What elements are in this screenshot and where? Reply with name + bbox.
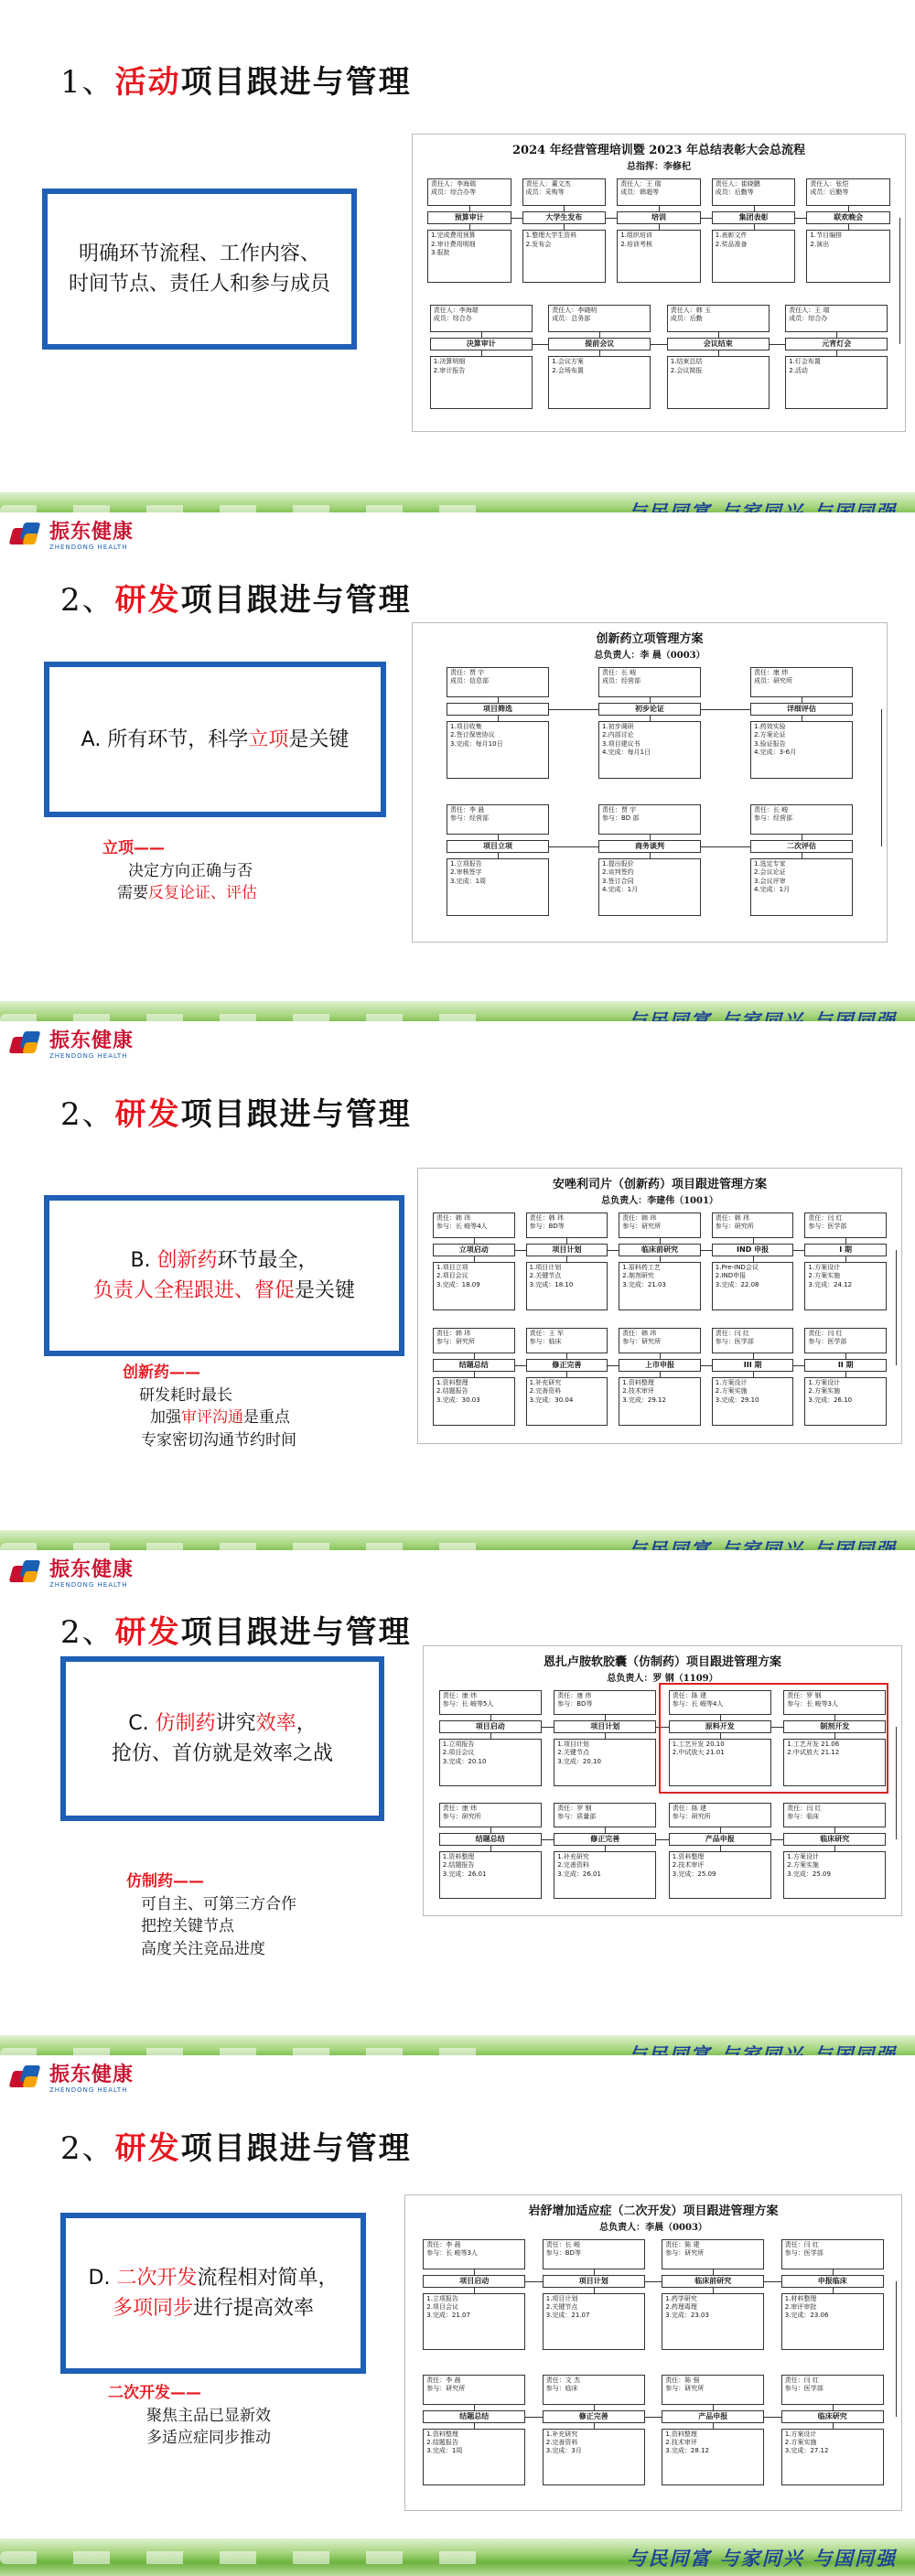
stage-box: 大学生发布 [522, 211, 607, 224]
responsible-box: 责任：长 峻 参与：经营部 [750, 804, 853, 835]
task-box: 1.初步调研 2.内部讨论 3.项目建议书 4.完成：每月1日 [598, 721, 701, 779]
connector-line [834, 1846, 835, 1851]
connector-line [845, 1256, 846, 1262]
brand-logo: 振东健康 ZHENDONG HEALTH [11, 2061, 134, 2097]
stage-box: 项目计划 [554, 1720, 656, 1733]
responsible-box: 责任人：董文杰 成员：采购等 [522, 178, 607, 206]
connector-line [659, 224, 660, 230]
connector-line [542, 1727, 554, 1728]
responsible-box: 责任：陈 建 参与：长 峻等4人 [669, 1690, 771, 1715]
connector-line [660, 1372, 661, 1377]
connector-line [660, 1238, 661, 1244]
note-text: 仿制药—— 可自主、可第三方合作 把控关键节点 高度关注竞品进度 [126, 1872, 296, 1958]
connector-line [896, 1250, 897, 1365]
connector-line [660, 1353, 661, 1359]
connector-line [549, 709, 598, 710]
connector-line [713, 2423, 714, 2429]
responsible-box: 责任：闫 红 参与：医学部 [804, 1213, 887, 1238]
connector-line [848, 224, 849, 230]
connector-line [599, 350, 600, 356]
connector-line [833, 2288, 834, 2293]
task-box: 1.方案设计 2.方案实施 3.完成：25.09 [783, 1851, 886, 1899]
connector-line [474, 2405, 475, 2410]
diagram-subtitle: 总指挥：李修杞 [627, 162, 691, 172]
connector-line [650, 835, 651, 840]
stage-box: 修正完善 [526, 1359, 608, 1372]
responsible-box: 责任人：张恺 成员：后勤等 [806, 178, 890, 206]
brand-logo: 振东健康 ZHENDONG HEALTH [11, 518, 134, 555]
logo-icon [11, 1031, 44, 1059]
task-box: 1.表彰文件 2.奖品准备 [712, 230, 796, 283]
connector-line [564, 224, 565, 230]
task-box: 1.资料整理 2.技术审评 3.完成：29.12 [619, 1377, 701, 1426]
connector-line [490, 1827, 491, 1833]
responsible-box: 责任：李 晨 参与：研究所 [423, 2375, 525, 2405]
stage-box: 初步论证 [598, 703, 701, 716]
connector-line [490, 1715, 491, 1720]
connector-line [770, 344, 786, 345]
connector-line [701, 218, 712, 219]
diagram-subtitle: 总负责人：李晨（0003） [599, 2223, 707, 2233]
task-box: 1.材料整理 2.审评审批 3.完成：23.06 [781, 2293, 884, 2350]
connector-line [608, 1250, 619, 1251]
task-box: 1.项目收集 2.签订保密协议 3.完成：每月10日 [447, 721, 549, 779]
stage-box: I 期 [804, 1244, 887, 1256]
connector-line [594, 2405, 595, 2410]
connector-line [650, 853, 651, 858]
stage-box: 项目立项 [447, 840, 549, 853]
connector-line [660, 1256, 661, 1262]
responsible-box: 责任：韩 玮 参与：研究所 [619, 1213, 701, 1238]
stage-box: 提前会议 [548, 338, 651, 350]
connector-line [474, 1238, 475, 1244]
logo-icon [11, 523, 44, 550]
connector-line [771, 1839, 784, 1840]
connector-line [896, 2281, 897, 2417]
task-box: 1.整理大学生资料 2.发布会 [522, 230, 607, 283]
responsible-box: 责任：康 炜 成员：研究所 [750, 667, 853, 697]
responsible-box: 责任：康 炜 参与：研究所 [439, 1803, 542, 1827]
callout-box: D. 二次开发流程相对简单， 多项同步进行提高效率 [60, 2213, 366, 2374]
task-box: 1.方案设计 2.方案实施 3.完成：24.12 [804, 1262, 887, 1310]
task-box: 1.资料整理 2.技术审评 3.完成：28.12 [662, 2429, 764, 2485]
connector-line [718, 350, 719, 356]
task-box: 1.项目计划 2.关键节点 3.完成：20.10 [554, 1739, 656, 1786]
connector-line [713, 2405, 714, 2410]
responsible-box: 责任人：李晓明 成员：总务部 [548, 305, 651, 332]
responsible-box: 责任：李 晨 参与：经营部 [447, 804, 549, 835]
responsible-box: 责任：康 炜 参与：长 峻等5人 [439, 1690, 542, 1715]
flow-diagram [423, 1645, 902, 1916]
task-box: 1.药效实验 2.方案论证 3.验证报告 4.完成：3-6月 [750, 721, 853, 779]
connector-line [515, 1250, 526, 1251]
connector-line [650, 697, 651, 703]
responsible-box: 责任：陈 建 参与：研究所 [669, 1803, 771, 1827]
task-box: 1.决算明细 2.审计报告 [430, 356, 533, 409]
connector-line [718, 332, 719, 338]
connector-line [834, 1827, 835, 1833]
responsible-box: 责任：韩 玮 参与：研究所 [433, 1328, 515, 1353]
responsible-box: 责任：贾 宇 成员：信息部 [447, 667, 549, 697]
responsible-box: 责任：韩 玮 参与：长 峻等4人 [433, 1213, 515, 1238]
connector-line [474, 2423, 475, 2429]
connector-line [533, 344, 549, 345]
connector-line [713, 2288, 714, 2293]
connector-line [645, 2281, 662, 2282]
task-box: 1.立项报告 2.项目会议 3.完成：21.07 [423, 2293, 525, 2350]
connector-line [605, 1733, 606, 1739]
task-box: 1.工艺开发 21.06 2.中试放大 21.12 [783, 1739, 886, 1786]
responsible-box: 责任：陈 建 参与：研究所 [662, 2239, 764, 2269]
slide-title: 1、活动项目跟进与管理 [60, 64, 412, 101]
connector-line [651, 344, 667, 345]
connector-line [753, 1372, 754, 1377]
stage-box: 商务谈判 [598, 840, 701, 853]
diagram-title: 2024 年经营管理培训暨 2023 年总结表彰大会总流程 [512, 144, 805, 157]
task-box: 1.工艺开发 20.10 2.中试放大 21.01 [669, 1739, 771, 1786]
responsible-box: 责任：闫 红 参与：医学部 [804, 1328, 887, 1353]
responsible-box: 责任：贾 宇 参与：BD 部 [598, 804, 701, 835]
stage-box: 临床前研究 [662, 2275, 764, 2288]
connector-line [836, 350, 837, 356]
task-box: 1.原料药工艺 2.制剂研究 3.完成：21.03 [619, 1262, 701, 1310]
callout-box: 明确环节流程、工作内容、 时间节点、责任人和参与成员 [42, 189, 357, 350]
stage-box: 临床研究 [781, 2410, 884, 2423]
connector-line [490, 1733, 491, 1739]
stage-box: 详细评估 [750, 703, 853, 716]
brand-logo: 振东健康 ZHENDONG HEALTH [11, 1027, 134, 1063]
task-box: 1.资料整理 2.技术审评 3.完成：25.09 [669, 1851, 771, 1899]
task-box: 1.结束总结 2.会议简报 [667, 356, 770, 409]
task-box: 1.会议方案 2.会场布置 [548, 356, 651, 409]
connector-line [481, 350, 482, 356]
diagram-subtitle: 总负责人：李 晨（0003） [594, 651, 705, 661]
connector-line [848, 206, 849, 211]
connector-line [566, 1256, 567, 1262]
task-box: 1.节目编排 2.演出 [806, 230, 890, 283]
stage-box: 修正完善 [554, 1833, 656, 1846]
responsible-box: 责任：韩 玮 参与：研究所 [712, 1213, 794, 1238]
responsible-box: 责任人：李海瑞 成员：综合办 [430, 305, 533, 332]
connector-line [490, 1846, 491, 1851]
connector-line [845, 1353, 846, 1359]
task-box: 1.方案设计 2.方案实施 3.完成：26.10 [804, 1377, 887, 1426]
responsible-box: 责任：闫 红 参与：医学部 [781, 2239, 884, 2269]
connector-line [720, 1827, 721, 1833]
stage-box: 临床前研究 [619, 1244, 701, 1256]
connector-line [795, 218, 806, 219]
stage-box: 制剂开发 [783, 1720, 886, 1733]
stage-box: 修正完善 [543, 2410, 645, 2423]
task-box: 1.补充研究 2.完善资料 3.完成：30.04 [526, 1377, 608, 1426]
task-box: 1.资料整理 2.结题报告 3.完成：1周 [423, 2429, 525, 2485]
connector-line [474, 2269, 475, 2275]
connector-line [701, 1365, 712, 1366]
connector-line [833, 2405, 834, 2410]
connector-line [474, 2288, 475, 2293]
slide-title: 2、研发项目跟进与管理 [60, 2130, 412, 2167]
highlight-frame [659, 1683, 888, 1794]
task-box: 1.方案设计 2.方案实施 3.完成：27.12 [781, 2429, 884, 2485]
task-box: 1.项目立项 2.项目会议 3.完成：18.09 [433, 1262, 515, 1310]
connector-line [836, 332, 837, 338]
connector-line [606, 218, 617, 219]
stage-box: 申报临床 [781, 2275, 884, 2288]
responsible-box: 责任：长 峻 参与：BD等 [543, 2239, 645, 2269]
flow-diagram [412, 134, 906, 432]
diagram-subtitle: 总负责人：李建伟（1001） [601, 1196, 718, 1206]
stage-box: 结题总结 [439, 1833, 542, 1846]
responsible-box: 责任人：王 瑞 成员：韩超等 [617, 178, 701, 206]
connector-line [713, 2269, 714, 2275]
connector-line [498, 853, 499, 858]
task-box: 1.Pre-IND会议 2.IND申报 3.完成：22.08 [712, 1262, 794, 1310]
connector-line [566, 1353, 567, 1359]
task-box: 1.补充研究 2.完善资料 3.完成：26.01 [554, 1851, 656, 1899]
connector-line [498, 716, 499, 721]
responsible-box: 责任：长 峻 成员：经营部 [598, 667, 701, 697]
connector-line [605, 1827, 606, 1833]
connector-line [525, 2281, 543, 2282]
diagram-title: 创新药立项管理方案 [596, 632, 704, 646]
stage-box: 项目启动 [439, 1720, 542, 1733]
responsible-box: 责任：李 晨 参与：长 峻等3人 [423, 2239, 525, 2269]
stage-box: 集团表彰 [712, 211, 796, 224]
connector-line [833, 2423, 834, 2429]
responsible-box: 责任：闫 红 参与：临床 [783, 1803, 886, 1827]
connector-line [899, 218, 900, 344]
diagram-title: 岩舒增加适应症（二次开发）项目跟进管理方案 [528, 2204, 779, 2218]
connector-line [566, 1238, 567, 1244]
stage-box: 项目计划 [526, 1244, 608, 1256]
slide-rd-d [0, 2055, 915, 2557]
connector-line [793, 1365, 804, 1366]
connector-line [542, 1839, 554, 1840]
diagram-subtitle: 总负责人：罗 钢（1109） [607, 1674, 718, 1684]
logo-icon [11, 2065, 44, 2093]
note-text: 创新药—— 研发耗时最长 加强审评沟通是重点 专家密切沟通节约时间 [123, 1363, 296, 1450]
flow-diagram [404, 2194, 902, 2511]
responsible-box: 责任：罗 钢 参与：长 峻等3人 [783, 1690, 886, 1715]
connector-line [896, 1727, 897, 1839]
stage-box: 立项启动 [433, 1244, 515, 1256]
stage-box: 项目筛选 [447, 703, 549, 716]
connector-line [594, 2423, 595, 2429]
connector-line [701, 709, 750, 710]
connector-line [845, 1372, 846, 1377]
task-box: 1.项目计划 2.关键节点 3.完成：18.10 [526, 1262, 608, 1310]
task-box: 1.选定专家 2.会议论证 3.会议评审 4.完成：1月 [750, 858, 853, 916]
connector-line [754, 206, 755, 211]
stage-box: 原料开发 [669, 1720, 771, 1733]
connector-line [594, 2269, 595, 2275]
task-box: 1.补充研究 2.完善资料 3.完成：3月 [543, 2429, 645, 2485]
stage-box: 元宵灯会 [785, 338, 888, 350]
connector-line [498, 697, 499, 703]
connector-line [753, 1238, 754, 1244]
responsible-box: 责任：韩 玮 参与：研究所 [619, 1328, 701, 1353]
slide-title: 2、研发项目跟进与管理 [60, 1614, 412, 1651]
stage-box: 项目启动 [423, 2275, 525, 2288]
connector-line [753, 1256, 754, 1262]
connector-line [764, 2281, 781, 2282]
slide-rd-c [0, 1550, 915, 2041]
connector-line [515, 1365, 526, 1366]
connector-line [701, 846, 750, 847]
connector-line [793, 1250, 804, 1251]
connector-line [469, 206, 470, 211]
connector-line [474, 1372, 475, 1377]
stage-box: 产品申报 [662, 2410, 764, 2423]
connector-line [701, 1250, 712, 1251]
connector-line [605, 1715, 606, 1720]
slide-title: 2、研发项目跟进与管理 [60, 582, 412, 619]
task-box: 1.项目计划 2.关键节点 3.完成：21.07 [543, 2293, 645, 2350]
connector-line [474, 1353, 475, 1359]
task-box: 1.资料整理 2.结题报告 3.完成：26.01 [439, 1851, 542, 1899]
task-box: 1.方案设计 2.方案实施 3.完成：29.10 [712, 1377, 794, 1426]
connector-line [605, 1846, 606, 1851]
responsible-box: 责任：罗 钢 参与：质量部 [554, 1803, 656, 1827]
connector-line [656, 1839, 669, 1840]
stage-box: 临床研究 [783, 1833, 886, 1846]
stage-box: 项目计划 [543, 2275, 645, 2288]
stage-box: 结题总结 [433, 1359, 515, 1372]
callout-box: C. 仿制药讲究效率， 抢仿、首仿就是效率之战 [60, 1656, 384, 1821]
connector-line [833, 2269, 834, 2275]
connector-line [608, 1365, 619, 1366]
responsible-box: 责任人：王 瑞 成员：综合办 [785, 305, 888, 332]
connector-line [645, 2417, 662, 2418]
task-box: 1.灯会布置 2.活动 [785, 356, 888, 409]
connector-line [659, 206, 660, 211]
connector-line [566, 1372, 567, 1377]
note-text: 二次开发—— 聚焦主品已显新效 多适应症同步推动 [108, 2384, 271, 2448]
responsible-box: 责任：王 军 参与：临床 [526, 1328, 608, 1353]
callout-box: B. 创新药环节最全， 负责人全程跟进、督促是关键 [44, 1195, 404, 1356]
stage-box: 会议结束 [667, 338, 770, 350]
diagram-title: 安唑利司片（创新药）项目跟进管理方案 [552, 1178, 767, 1191]
task-box: 1.药学研究 2.药理毒理 3.完成：23.03 [662, 2293, 764, 2350]
flow-diagram [412, 622, 888, 943]
connector-line [525, 2417, 543, 2418]
stage-box: 上市申报 [619, 1359, 701, 1372]
connector-line [845, 1238, 846, 1244]
connector-line [650, 716, 651, 721]
connector-line [549, 846, 598, 847]
brand-logo: 振东健康 ZHENDONG HEALTH [11, 1556, 134, 1592]
responsible-box: 责任：韩 玮 参与：BD等 [526, 1213, 608, 1238]
note-text: 立项—— 决定方向正确与否 需要反复论证、评估 [102, 839, 257, 903]
stage-box: II 期 [804, 1359, 887, 1372]
connector-line [720, 1846, 721, 1851]
responsible-box: 责任人：崔晓鹏 成员：后勤等 [712, 178, 796, 206]
stage-box: III 期 [712, 1359, 794, 1372]
connector-line [498, 835, 499, 840]
callout-box: A. 所有环节，科学立项是关键 [44, 662, 386, 817]
task-box: 1.完成费用预算 2.审计费用明细 3.报批 [427, 230, 511, 283]
connector-line [599, 332, 600, 338]
stage-box: 决算审计 [430, 338, 533, 350]
task-box: 1.资料整理 2.结题报告 3.完成：30.03 [433, 1377, 515, 1426]
connector-line [594, 2288, 595, 2293]
connector-line [564, 206, 565, 211]
slide-rd-b [0, 1021, 915, 1545]
stage-box: 结题总结 [423, 2410, 525, 2423]
logo-icon [11, 1560, 44, 1588]
connector-line [764, 2417, 781, 2418]
flow-diagram [417, 1168, 902, 1444]
task-box: 1.立项报告 2.审核签字 3.完成：1周 [447, 858, 549, 916]
task-box: 1.提出报价 2.谈判签约 3.签订合同 4.完成：1月 [598, 858, 701, 916]
diagram-title: 恩扎卢胺软胶囊（仿制药）项目跟进管理方案 [543, 1655, 781, 1669]
stage-box: 产品申报 [669, 1833, 771, 1846]
connector-line [481, 332, 482, 338]
connector-line [511, 218, 522, 219]
responsible-box: 责任：陈 强 参与：研究所 [662, 2375, 764, 2405]
responsible-box: 责任人：韩 玉 成员：后勤 [667, 305, 770, 332]
responsible-box: 责任：康 炜 参与：BD等 [554, 1690, 656, 1715]
responsible-box: 责任：闫 红 参与：医学部 [781, 2375, 884, 2405]
task-box: 1.立项报告 2.项目会议 3.完成：20.10 [439, 1739, 542, 1786]
stage-box: 联欢晚会 [806, 211, 890, 224]
responsible-box: 责任：闫 红 参与：医学部 [712, 1328, 794, 1353]
responsible-box: 责任人：李海瑞 成员：综合办等 [427, 178, 511, 206]
slide-rd-a [0, 512, 915, 1002]
slide-title: 2、研发项目跟进与管理 [60, 1096, 412, 1133]
footer-band: 与民同富 与家同兴 与国同强 [0, 2538, 915, 2576]
connector-line [881, 709, 882, 846]
connector-line [469, 224, 470, 230]
stage-box: 二次评估 [750, 840, 853, 853]
task-box: 1.组织培训 2.培训考核 [617, 230, 701, 283]
connector-line [753, 1353, 754, 1359]
connector-line [754, 224, 755, 230]
responsible-box: 责任：文 杰 参与：临床 [543, 2375, 645, 2405]
stage-box: IND 申报 [712, 1244, 794, 1256]
stage-box: 培训 [617, 211, 701, 224]
connector-line [474, 1256, 475, 1262]
stage-box: 预算审计 [427, 211, 511, 224]
slide-activity [0, 0, 915, 494]
